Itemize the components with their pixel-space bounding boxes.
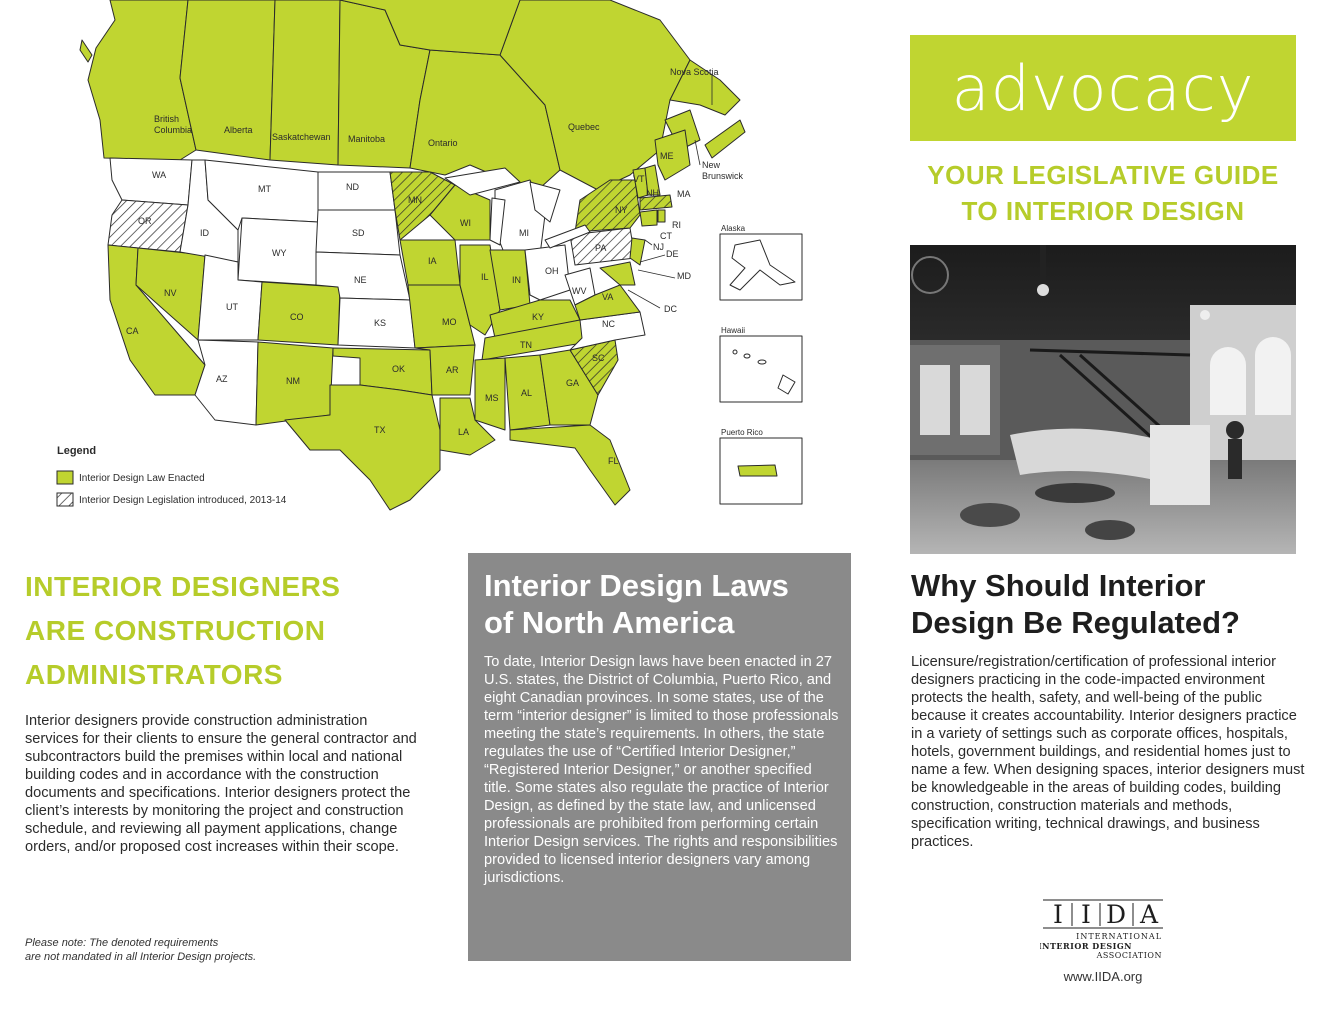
label-alaska: Alaska [721, 224, 746, 233]
laws-title-line-1: Interior Design Laws [484, 568, 789, 603]
iida-website-link[interactable]: www.IIDA.org [1063, 969, 1143, 984]
label-nh: NH [646, 188, 659, 198]
label-mn: MN [408, 195, 422, 205]
label-ri: RI [672, 220, 681, 230]
label-on: Ontario [428, 138, 458, 148]
legend-label-introduced: Interior Design Legislation introduced, 2013-14 [79, 495, 287, 506]
subtitle-line-2: TO INTERIOR DESIGN [961, 196, 1245, 226]
label-sc: SC [592, 353, 605, 363]
region-nova-scotia [705, 120, 745, 158]
logo-letter-4: A [1139, 900, 1159, 929]
state-wa [110, 158, 192, 205]
label-ne: NE [354, 275, 367, 285]
label-al: AL [521, 388, 533, 398]
construction-admin-heading [25, 565, 445, 697]
label-ny: NY [615, 205, 628, 215]
regulation-heading [911, 567, 1311, 641]
label-mo: MO [442, 317, 457, 327]
state-ri [658, 210, 665, 222]
requirements-note [25, 936, 345, 964]
label-in: IN [512, 275, 521, 285]
logo-line-international: INTERNATIONAL [1076, 932, 1162, 941]
label-md: MD [677, 271, 691, 281]
laws-panel-body: To date, Interior Design laws have been enacted in 27 U.S. states, the District of Columbia, Puerto Rico, and eight Canadian provinces. In some states, use of the term “interior designer” is limited to those professionals meeting the state’s requirements. In others, the state regulates the use of “Certified Interior Designer,” “Registered Interior Designer,” or another specified title. Some states also regulate the practice of Interior Design, as defined by the state law, and unlicensed professionals are prohibited from performing certain Interior Design services. The rights and responsibilities provided to licensed interior designers vary among jurisdictions. [484, 654, 839, 886]
legend-swatch-enacted [57, 471, 73, 484]
label-va: VA [602, 292, 614, 302]
label-ga: GA [566, 378, 580, 388]
label-hawaii: Hawaii [721, 326, 746, 335]
inset-hawaii-island-2 [744, 354, 750, 358]
advocacy-banner [910, 35, 1296, 141]
label-tx: TX [374, 425, 386, 435]
laws-title-line-2: of North America [484, 605, 735, 640]
label-ut: UT [226, 302, 238, 312]
construction-admin-body: Interior designers provide construction administration services for their clients to ensure the general contractor and subcontractors build the premises within local and national building codes and in accordance with the construction documents and specifications. Interior designers protect the client’s interests by monitoring the project and construction schedule, and reviewing all payment applications, change orders, and/or proposed cost increases within their scope. [25, 713, 417, 855]
note-line-1: Please note: The denoted requirements [25, 937, 219, 949]
label-oh: OH [545, 266, 559, 276]
regulation-title-line-1: Why Should Interior [911, 568, 1206, 603]
label-wy: WY [272, 248, 287, 258]
label-ct: CT [660, 231, 672, 241]
logo-letter-1: I [1053, 900, 1063, 929]
label-nv: NV [164, 288, 177, 298]
legend-title: Legend [57, 445, 97, 457]
label-ar: AR [446, 365, 459, 375]
label-id: ID [200, 228, 209, 238]
region-alberta [180, 0, 275, 160]
label-or: OR [138, 216, 152, 226]
label-wv: WV [572, 286, 587, 296]
label-sk: Saskatchewan [272, 132, 331, 142]
label-fl: FL [608, 456, 619, 466]
state-md [600, 262, 635, 285]
label-pa: PA [595, 243, 607, 253]
region-vancouver-island [80, 40, 92, 62]
label-bc: British Columbia [154, 114, 193, 135]
advocacy-title: advocacy [951, 51, 1255, 125]
regulation-body: Licensure/registration/certification of professional interior designers practicing in the code-impacted environment protects the health, safety, and well-being of the public because it creates accountability. Interior designers practice in a variety of settings such as corporate offices, hospitals, hotels, government buildings, and residential homes just to name a few. When designing spaces, interior designers must be knowledgeable in the areas of building codes, building construction, construction materials and methods, specification writing, technical drawings, and business practices. [911, 654, 1305, 850]
map-legend [57, 445, 287, 506]
heading-line-3: ADMINISTRATORS [25, 659, 283, 690]
label-ms: MS [485, 393, 499, 403]
label-az: AZ [216, 374, 228, 384]
office-interior-photo [910, 245, 1296, 554]
label-tn: TN [520, 340, 532, 350]
inset-hawaii-island-1 [733, 350, 737, 354]
label-puerto-rico: Puerto Rico [721, 428, 763, 437]
region-british-columbia [88, 0, 196, 160]
label-nj: NJ [653, 242, 664, 252]
label-ns: Nova Scotia [670, 67, 719, 77]
logo-letter-2: I [1081, 900, 1091, 929]
logo-letter-3: D [1105, 900, 1127, 929]
label-ok: OK [392, 364, 406, 374]
heading-line-1: INTERIOR DESIGNERS [25, 571, 341, 602]
label-wa: WA [152, 170, 167, 180]
label-co: CO [290, 312, 304, 322]
state-ct [640, 210, 657, 226]
logo-line-association: ASSOCIATION [1096, 951, 1162, 960]
subtitle-line-1: YOUR LEGISLATIVE GUIDE [927, 160, 1279, 190]
label-vt: VT [633, 174, 645, 184]
label-mi: MI [519, 228, 529, 238]
note-line-2: are not mandated in all Interior Design projects. [25, 951, 257, 963]
label-ab: Alberta [224, 125, 253, 135]
label-dc: DC [664, 304, 677, 314]
state-ny [575, 180, 640, 232]
iida-logo [1040, 895, 1166, 965]
logo-line-interior-design: INTERIOR DESIGN [1040, 941, 1132, 951]
label-nb: New Brunswick [702, 160, 744, 181]
state-or [108, 200, 188, 252]
label-ky: KY [532, 312, 545, 322]
north-america-legislation-map [0, 0, 820, 520]
label-nm: NM [286, 376, 300, 386]
label-mb: Manitoba [348, 134, 386, 144]
label-qc: Quebec [568, 122, 600, 132]
label-ma: MA [677, 189, 691, 199]
label-wi: WI [460, 218, 471, 228]
inset-hawaii-island-3 [758, 360, 766, 364]
label-il: IL [481, 272, 489, 282]
legend-label-enacted: Interior Design Law Enacted [79, 473, 205, 484]
inset-puerto-rico-shape [738, 465, 777, 476]
laws-panel-title [484, 567, 844, 641]
label-mt: MT [258, 184, 271, 194]
label-ca: CA [126, 326, 139, 336]
legislative-guide-subtitle [910, 157, 1296, 229]
label-sd: SD [352, 228, 365, 238]
label-la: LA [458, 427, 470, 437]
regulation-title-line-2: Design Be Regulated? [911, 605, 1240, 640]
label-ia: IA [428, 256, 437, 266]
inset-hawaii-box [720, 336, 802, 402]
label-me: ME [660, 151, 674, 161]
label-nc: NC [602, 319, 615, 329]
label-nd: ND [346, 182, 359, 192]
label-ks: KS [374, 318, 387, 328]
legend-swatch-introduced [57, 493, 73, 506]
heading-line-2: ARE CONSTRUCTION [25, 615, 326, 646]
label-de: DE [666, 249, 679, 259]
